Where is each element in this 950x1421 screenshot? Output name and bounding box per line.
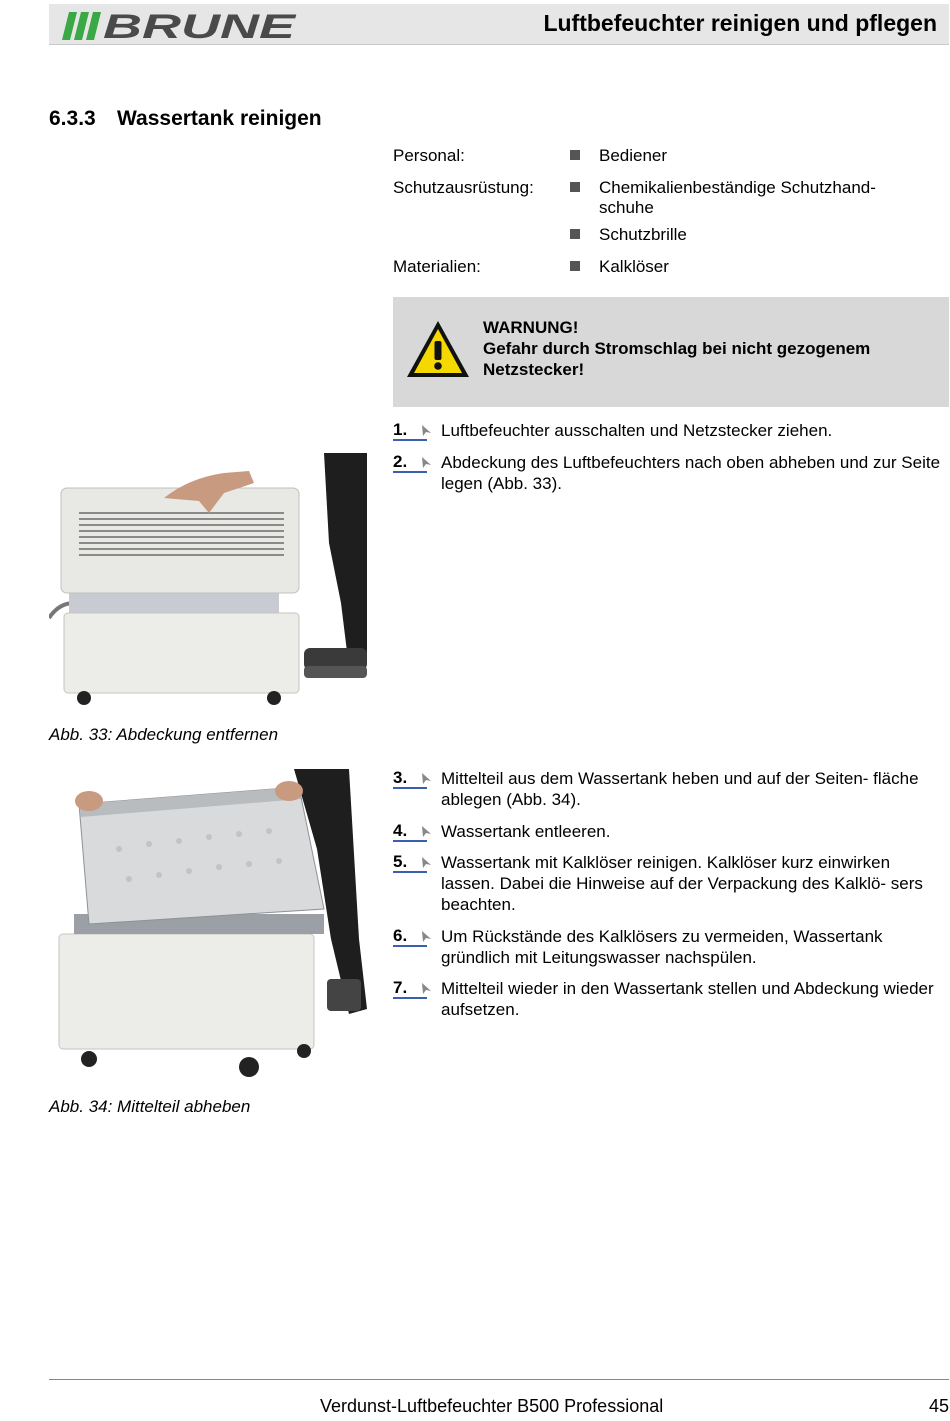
step-text: Um Rückstände des Kalklösers zu vermeiden, Wassertank gründlich mit Leitungswasser nachspülen. [441,927,883,967]
step-item [393,821,943,842]
requirement-label: Schutzausrüstung: [393,178,534,197]
warning-text [483,317,933,380]
step-number: 6. [393,926,427,947]
square-bullet-icon [570,229,580,239]
step-text: Wassertank entleeren. [441,822,611,841]
step-item [393,452,943,494]
arrow-icon [420,856,432,868]
warning-message: Gefahr durch Stromschlag bei nicht gezogenem Netzstecker! [483,339,871,379]
page-header [49,4,949,45]
step-number: 5. [393,852,427,873]
arrow-icon [420,424,432,436]
step-item [393,852,943,915]
arrow-icon [420,930,432,942]
section-number: 6.3.3 [49,107,96,130]
step-item [393,420,943,441]
section-title: Wassertank reinigen [117,107,322,130]
step-number: 2. [393,452,427,473]
step-text: Wassertank mit Kalklöser reinigen. Kalklöser kurz einwirken lassen. Dabei die Hinweise auf der Verpackung des Kalklö- sers beachten. [441,853,923,914]
footer-divider [49,1379,949,1380]
step-item [393,768,943,810]
requirement-item: Kalklöser [570,257,910,277]
warning-triangle-icon [405,319,471,379]
step-number: 1. [393,420,427,441]
brune-logo [59,6,299,42]
step-number: 4. [393,821,427,842]
footer-title: Verdunst-Luftbefeuchter B500 Professional [320,1396,664,1416]
arrow-icon [420,825,432,837]
arrow-icon [420,982,432,994]
section-heading [49,107,322,131]
requirement-label: Materialien: [393,257,481,276]
step-item [393,978,943,1020]
square-bullet-icon [570,150,580,160]
requirement-label: Personal: [393,146,465,165]
figure-33-image [49,453,367,711]
requirement-item: Schutzbrille [570,225,910,245]
warning-heading: WARNUNG! [483,318,579,337]
step-number: 7. [393,978,427,999]
arrow-icon [420,456,432,468]
requirement-item: Bediener [570,146,910,166]
step-text: Mittelteil wieder in den Wassertank stellen und Abdeckung wieder aufsetzen. [441,979,934,1019]
header-title: Luftbefeuchter reinigen und pflegen [543,10,937,36]
step-number: 3. [393,768,427,789]
step-text: Abdeckung des Luftbefeuchters nach oben abheben und zur Seite legen (Abb. 33). [441,453,941,493]
requirement-item: Chemikalienbeständige Schutzhand- schuhe [570,178,910,218]
warning-box [393,297,949,407]
logo-text: BRUNE [103,8,298,42]
step-item [393,926,943,968]
step-text: Luftbefeuchter ausschalten und Netzstecker ziehen. [441,421,833,440]
step-text: Mittelteil aus dem Wassertank heben und auf der Seiten- fläche ablegen (Abb. 34). [441,769,919,809]
figure-34-image [49,769,367,1081]
figure-caption: Abb. 33: Abdeckung entfernen [49,725,279,744]
square-bullet-icon [570,261,580,271]
square-bullet-icon [570,182,580,192]
figure-caption: Abb. 34: Mittelteil abheben [49,1097,251,1116]
arrow-icon [420,772,432,784]
page-number: 45 [928,1396,949,1416]
